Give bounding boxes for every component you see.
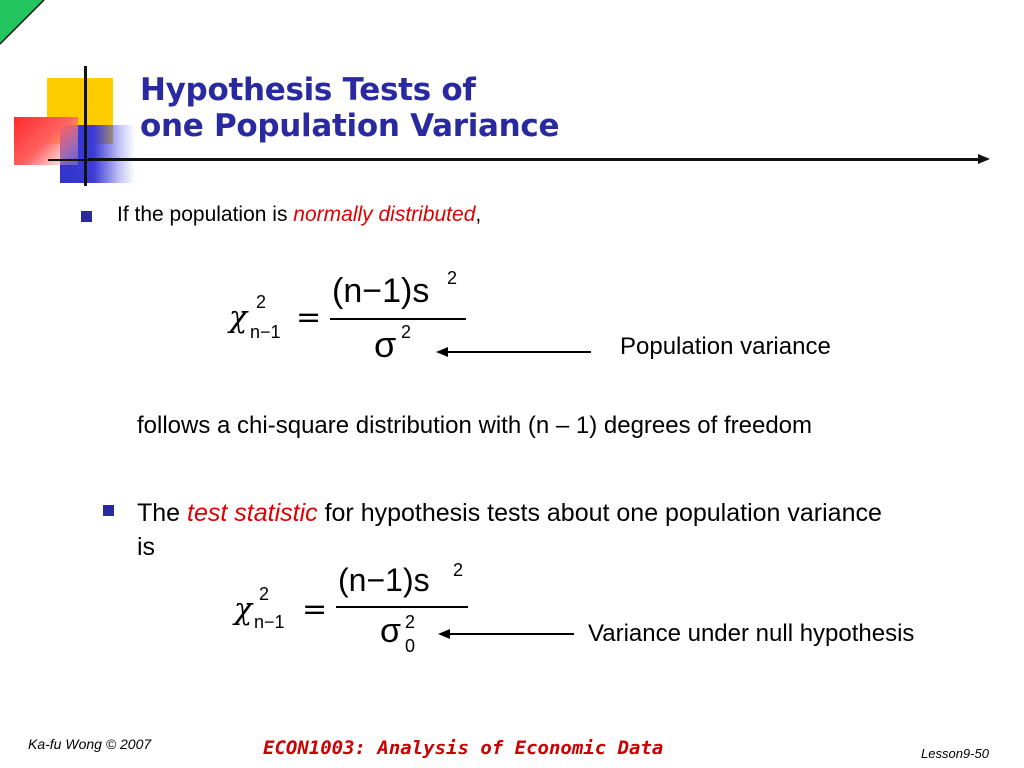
formula-1-equals: = bbox=[296, 300, 322, 335]
corner-triangle-icon bbox=[0, 0, 46, 46]
formula-2-chi-subscript: n−1 bbox=[254, 612, 285, 632]
formula-1-chi: χ bbox=[229, 300, 248, 335]
bullet-1-text bbox=[117, 203, 481, 227]
footer-author: Ka-fu Wong © 2007 bbox=[28, 736, 152, 752]
logo-horizontal-line bbox=[48, 159, 88, 161]
bullet-2-emphasis: test statistic bbox=[187, 499, 318, 527]
bullet-2-text bbox=[137, 496, 897, 564]
formula-1-numerator-superscript: 2 bbox=[447, 268, 458, 288]
annotation-population-variance: Population variance bbox=[620, 333, 831, 360]
footer-page: Lesson9-50 bbox=[921, 746, 989, 761]
slide-title bbox=[140, 72, 559, 144]
formula-2-numerator-superscript: 2 bbox=[453, 560, 464, 580]
bullet-square-icon bbox=[81, 211, 92, 222]
title-line-2: one Population Variance bbox=[140, 108, 560, 144]
formula-1-chi-superscript: 2 bbox=[256, 292, 267, 312]
bullet-square-icon bbox=[103, 505, 114, 516]
footer-course: ECON1003: Analysis of Economic Data bbox=[263, 737, 664, 759]
formula-2-fraction-bar bbox=[336, 606, 468, 608]
logo-red-block bbox=[14, 117, 78, 165]
annotation-2-arrow-line bbox=[448, 633, 574, 635]
formula-2-numerator: (n−1)s bbox=[338, 562, 430, 598]
formula-1-sigma-superscript: 2 bbox=[401, 322, 412, 342]
formula-1-fraction-bar bbox=[330, 318, 466, 320]
title-line-1: Hypothesis Tests of bbox=[140, 72, 476, 108]
formula-2-sigma: σ bbox=[380, 612, 401, 650]
bullet-1-emphasis: normally distributed bbox=[293, 203, 476, 226]
formula-2-sigma-superscript: 2 bbox=[405, 612, 416, 632]
formula-2-chi-superscript: 2 bbox=[259, 584, 270, 604]
bullet-2-prefix: The bbox=[137, 499, 188, 527]
formula-2-sigma-subscript: 0 bbox=[405, 636, 416, 656]
logo-vertical-line bbox=[84, 66, 87, 186]
annotation-1-arrow-line bbox=[446, 351, 591, 353]
bullet-1-suffix: , bbox=[475, 203, 482, 226]
annotation-variance-null-hypothesis: Variance under null hypothesis bbox=[588, 620, 915, 647]
bullet-2-suffix: for hypothesis tests about one population variance is bbox=[137, 499, 882, 561]
title-rule bbox=[88, 158, 978, 161]
title-rule-arrowhead-icon bbox=[978, 154, 990, 164]
formula-2-chi: χ bbox=[234, 592, 253, 627]
formula-2-equals: = bbox=[302, 592, 328, 627]
formula-1-chi-subscript: n−1 bbox=[250, 322, 281, 342]
bullet-1-prefix: If the population is bbox=[117, 203, 294, 226]
follows-text: follows a chi-square distribution with (n – 1) degrees of freedom bbox=[137, 412, 812, 439]
formula-1-sigma: σ bbox=[374, 324, 397, 365]
formula-1-numerator: (n−1)s bbox=[332, 272, 430, 310]
